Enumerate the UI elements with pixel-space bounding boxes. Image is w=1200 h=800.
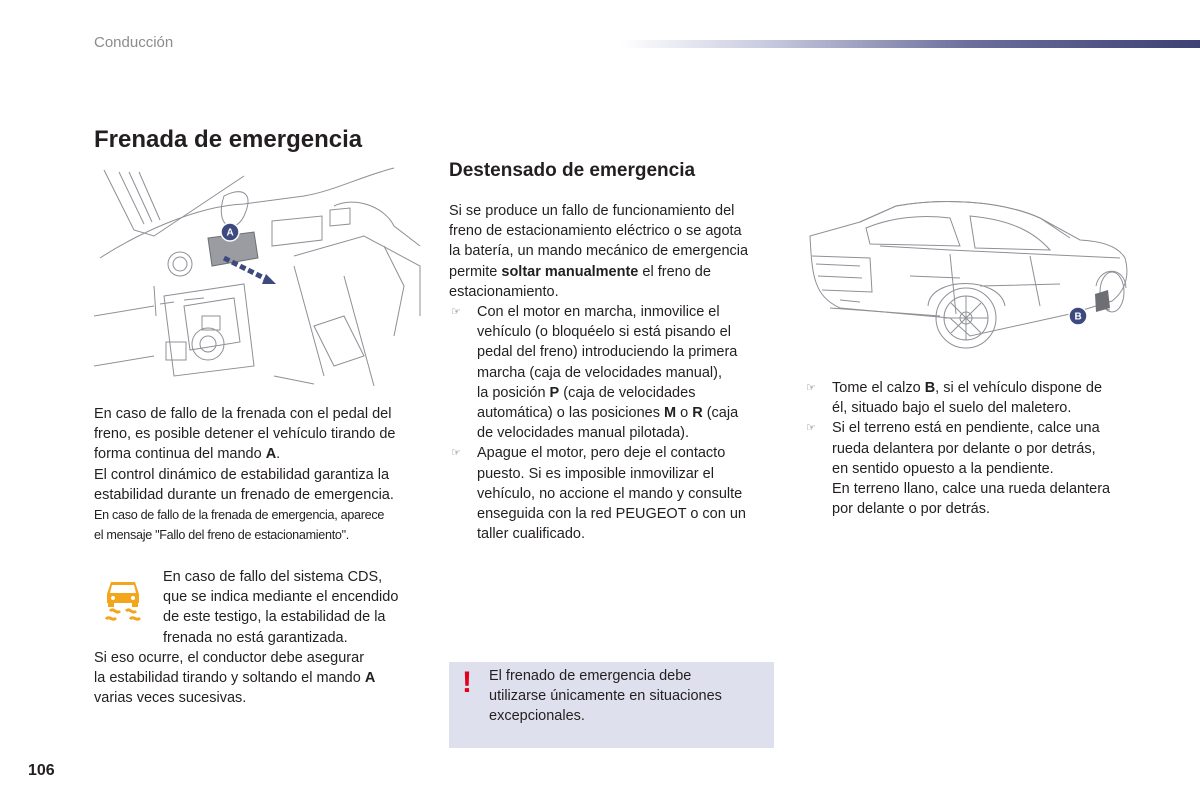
middle-paragraph xyxy=(449,201,779,544)
callout-a-label: A xyxy=(226,227,234,239)
text-line xyxy=(94,668,434,688)
pointing-hand-icon: ☞ xyxy=(806,422,816,435)
text-line: Apague el motor, pero deje el contacto xyxy=(477,445,726,462)
emphasis-text: soltar manualmente xyxy=(501,263,639,280)
text-line xyxy=(477,403,779,423)
pointing-hand-icon: ☞ xyxy=(806,382,816,394)
text-line: marcha (caja de velocidades manual), xyxy=(477,364,723,381)
callout-b-label: B xyxy=(1074,311,1082,323)
text-line: vehículo, no accione el mando y consulte xyxy=(477,485,743,502)
text-line: estabilidad durante un frenado de emergencia. xyxy=(94,486,394,503)
text-line: la batería, un mando mecánico de emergencia xyxy=(449,243,749,260)
control-a-ref: A xyxy=(265,446,277,463)
text-line: él, situado bajo el suelo del maletero. xyxy=(832,400,1072,417)
wedge-b-ref: B xyxy=(924,380,936,396)
text-line: de este testigo, la estabilidad de la xyxy=(163,609,386,626)
text-line: Si se produce un fallo de funcionamiento del xyxy=(449,203,735,219)
bullet-item xyxy=(449,302,779,443)
text-run: . xyxy=(276,446,281,463)
text-line: El frenado de emergencia debe xyxy=(489,668,692,684)
text-run: (caja xyxy=(702,405,739,422)
bullet-item xyxy=(804,418,1144,519)
text-line: freno de estacionamiento eléctrico o se agota xyxy=(449,223,742,240)
text-line: freno, es posible detener el vehículo tirando de xyxy=(94,426,396,443)
text-run: permite xyxy=(449,263,502,280)
header-bar xyxy=(620,40,1200,48)
warning-icon: ! xyxy=(462,666,472,699)
text-line xyxy=(94,444,434,464)
text-line: enseguida con la red PEUGEOT o con un xyxy=(477,506,746,523)
dashboard-illustration xyxy=(94,166,422,394)
page-number: 106 xyxy=(28,762,55,779)
text-line: de velocidades manual pilotada). xyxy=(477,425,689,442)
text-line: el mensaje "Fallo del freno de estacionamiento". xyxy=(94,528,349,543)
text-line: En caso de fallo del sistema CDS, xyxy=(163,569,383,585)
page-title: Frenada de emergencia xyxy=(94,126,363,153)
pointing-hand-icon: ☞ xyxy=(451,306,461,319)
right-paragraph xyxy=(804,378,1144,519)
left-paragraph xyxy=(94,404,434,545)
text-line xyxy=(449,262,779,282)
text-line: en sentido opuesto a la pendiente. xyxy=(832,460,1054,477)
text-line: excepcionales. xyxy=(489,708,585,725)
text-line xyxy=(477,383,779,403)
car-illustration xyxy=(800,196,1135,364)
skid-warning-icon xyxy=(100,576,146,622)
section-label: Conducción xyxy=(94,34,174,51)
text-line: por delante o por detrás. xyxy=(832,501,990,518)
text-line: Si el terreno está en pendiente, calce una xyxy=(832,420,1100,437)
gear-position-p: P xyxy=(549,384,560,401)
gear-position-m: M xyxy=(664,405,677,422)
text-line xyxy=(832,378,1144,398)
text-run: (caja de velocidades xyxy=(559,384,696,401)
bullet-item xyxy=(449,443,779,544)
text-line: pedal del freno) introduciendo la primera xyxy=(477,344,738,361)
text-run: Tome el calzo xyxy=(832,380,925,396)
text-line: puesto. Si es imposible inmovilizar el xyxy=(477,465,714,482)
text-run: forma continua del mando xyxy=(94,446,266,463)
text-line: frenada no está garantizada. xyxy=(163,629,348,646)
text-line: En terreno llano, calce una rueda delantera xyxy=(832,481,1111,498)
cds-paragraph-cont xyxy=(94,648,434,709)
cds-paragraph xyxy=(163,567,433,648)
text-run: la posición xyxy=(477,384,550,401)
text-line: El control dinámico de estabilidad garantiza la xyxy=(94,466,390,483)
text-line: estacionamiento. xyxy=(449,283,559,300)
text-line: vehículo (o bloquéelo si está pisando el xyxy=(477,324,731,341)
text-run: , si el vehículo dispone de xyxy=(935,380,1103,396)
text-line: taller cualificado. xyxy=(477,526,585,543)
control-a-ref: A xyxy=(364,670,376,687)
text-line: Si eso ocurre, el conductor debe asegurar xyxy=(94,650,365,666)
bullet-item xyxy=(804,378,1144,418)
gear-position-r: R xyxy=(692,405,703,422)
warning-text xyxy=(489,666,769,727)
text-run: la estabilidad tirando y soltando el mando xyxy=(94,670,365,687)
text-run: el freno de xyxy=(638,263,711,280)
text-line: rueda delantera por delante o por detrás, xyxy=(832,440,1096,457)
text-line: En caso de fallo de la frenada de emergencia, aparece xyxy=(94,508,385,523)
text-line: varias veces sucesivas. xyxy=(94,690,247,707)
text-line: utilizarse únicamente en situaciones xyxy=(489,688,722,705)
text-line: que se indica mediante el encendido xyxy=(163,589,399,606)
text-line: Con el motor en marcha, inmovilice el xyxy=(477,304,720,321)
section-subtitle: Destensado de emergencia xyxy=(449,160,696,181)
text-run: o xyxy=(676,405,693,422)
text-line: En caso de fallo de la frenada con el pedal del xyxy=(94,406,392,422)
pointing-hand-icon: ☞ xyxy=(451,447,461,460)
text-run: automática) o las posiciones xyxy=(477,405,664,422)
